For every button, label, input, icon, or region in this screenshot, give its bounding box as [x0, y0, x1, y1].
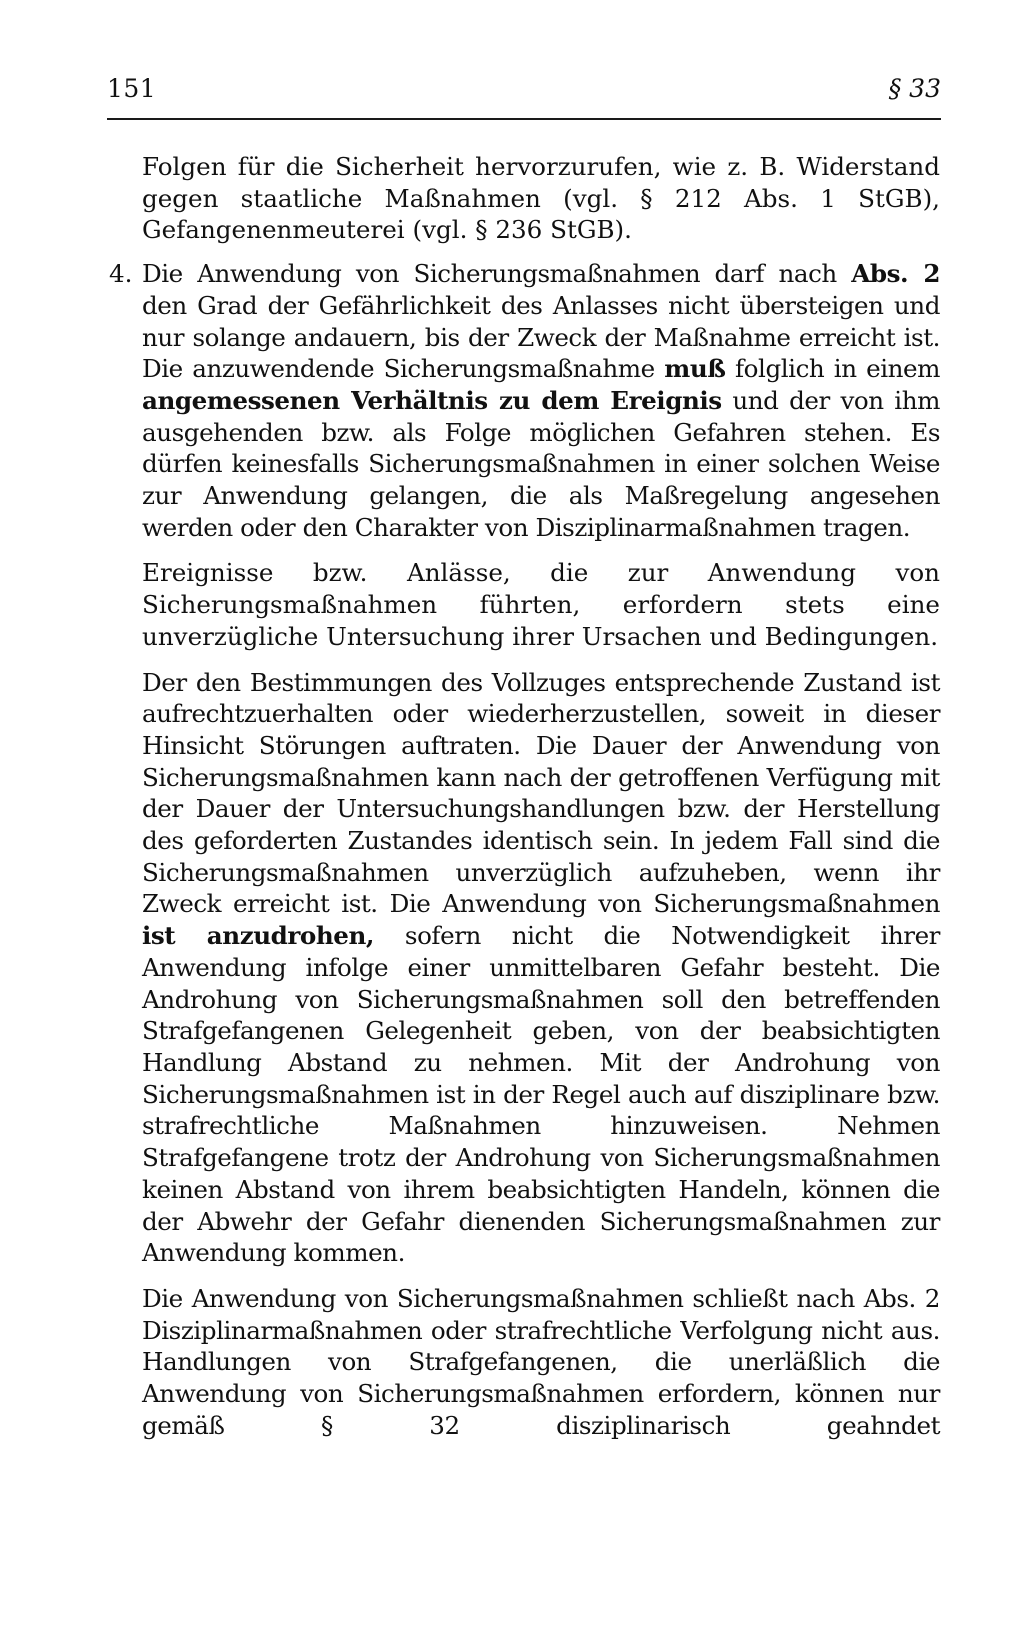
list-marker: 4.: [109, 259, 133, 289]
paragraph-final: Die Anwendung von Sicherungsmaßnahmen schließt nach Abs. 2 Disziplinarmaßnahmen oder strafrechtliche Verfolgung nicht aus. Handlungen von Strafgefangenen, die unerläßlich die Anwendung von Sicherungsmaßnahmen erfordern, können nur gemäß § 32 disziplinarisch geahndet: [142, 1283, 940, 1440]
paragraph-events: Ereignisse bzw. Anlässe, die zur Anwendung von Sicherungsmaßnahmen führten, erfordern stets eine unverzügliche Untersuchung ihrer Ursachen und Bedingungen.: [142, 558, 940, 651]
section-reference: § 33: [888, 74, 941, 103]
page-number: 151: [107, 74, 157, 103]
page-body: [109, 151, 940, 1441]
paragraph-state: Der den Bestimmungen des Vollzuges entsprechende Zustand ist aufrechtzuerhalten oder wiederherzustellen, soweit in dieser Hinsicht Störungen auftraten. Die Dauer der Anwendung von Sicherungsmaßnahmen kann nach der getroffenen Verfügung mit der Dauer der Untersuchungshandlungen bzw. der Herstellung des geforderten Zustandes identisch sein. In jedem Fall sind die Sicherungsmaßnahmen unverzüglich aufzuheben, wenn ihr Zweck erreicht ist. Die Anwendung von Sicherungsmaßnahmen ist anzudrohen, sofern nicht die Notwendigkeit ihrer Anwendung infolge einer unmittelbaren Gefahr besteht. Die Androhung von Sicherungsmaßnahmen soll den betreffenden Strafgefangenen Gelegenheit geben, von der beabsichtigten Handlung Abstand zu nehmen. Mit der Androhung von Sicherungsmaßnahmen ist in der Regel auch auf disziplinare bzw. strafrechtliche Maßnahmen hinzuweisen. Nehmen Strafgefangene trotz der Androhung von Sicherungsmaßnahmen keinen Abstand von ihrem beabsichtigten Handeln, können die der Abwehr der Gefahr dienenden Sicherungsmaßnahmen zur Anwendung kommen.: [142, 667, 940, 1268]
list-item-4-text: Die Anwendung von Sicherungsmaßnahmen darf nach Abs. 2 den Grad der Gefährlichkeit des Anlasses nicht übersteigen und nur solange andauern, bis der Zweck der Maßnahme erreicht ist. Die anzuwendende Sicherungsmaßnahme muß folglich in einem angemessenen Verhältnis zu dem Ereignis und der von ihm ausgehenden bzw. als Folge möglichen Gefahren stehen. Es dürfen keinesfalls Sicherungsmaßnahmen in einer solchen Weise zur Anwendung gelangen, die als Maßregelung angesehen werden oder den Charakter von Disziplinarmaßnahmen tragen.: [142, 259, 940, 542]
page-header: [107, 74, 941, 120]
list-item-4: [109, 258, 940, 543]
paragraph-continuation: Folgen für die Sicherheit hervorzurufen, wie z. B. Widerstand gegen staatliche Maßnahmen (vgl. § 212 Abs. 1 StGB), Gefangenenmeuterei (vgl. § 236 StGB).: [142, 152, 940, 245]
